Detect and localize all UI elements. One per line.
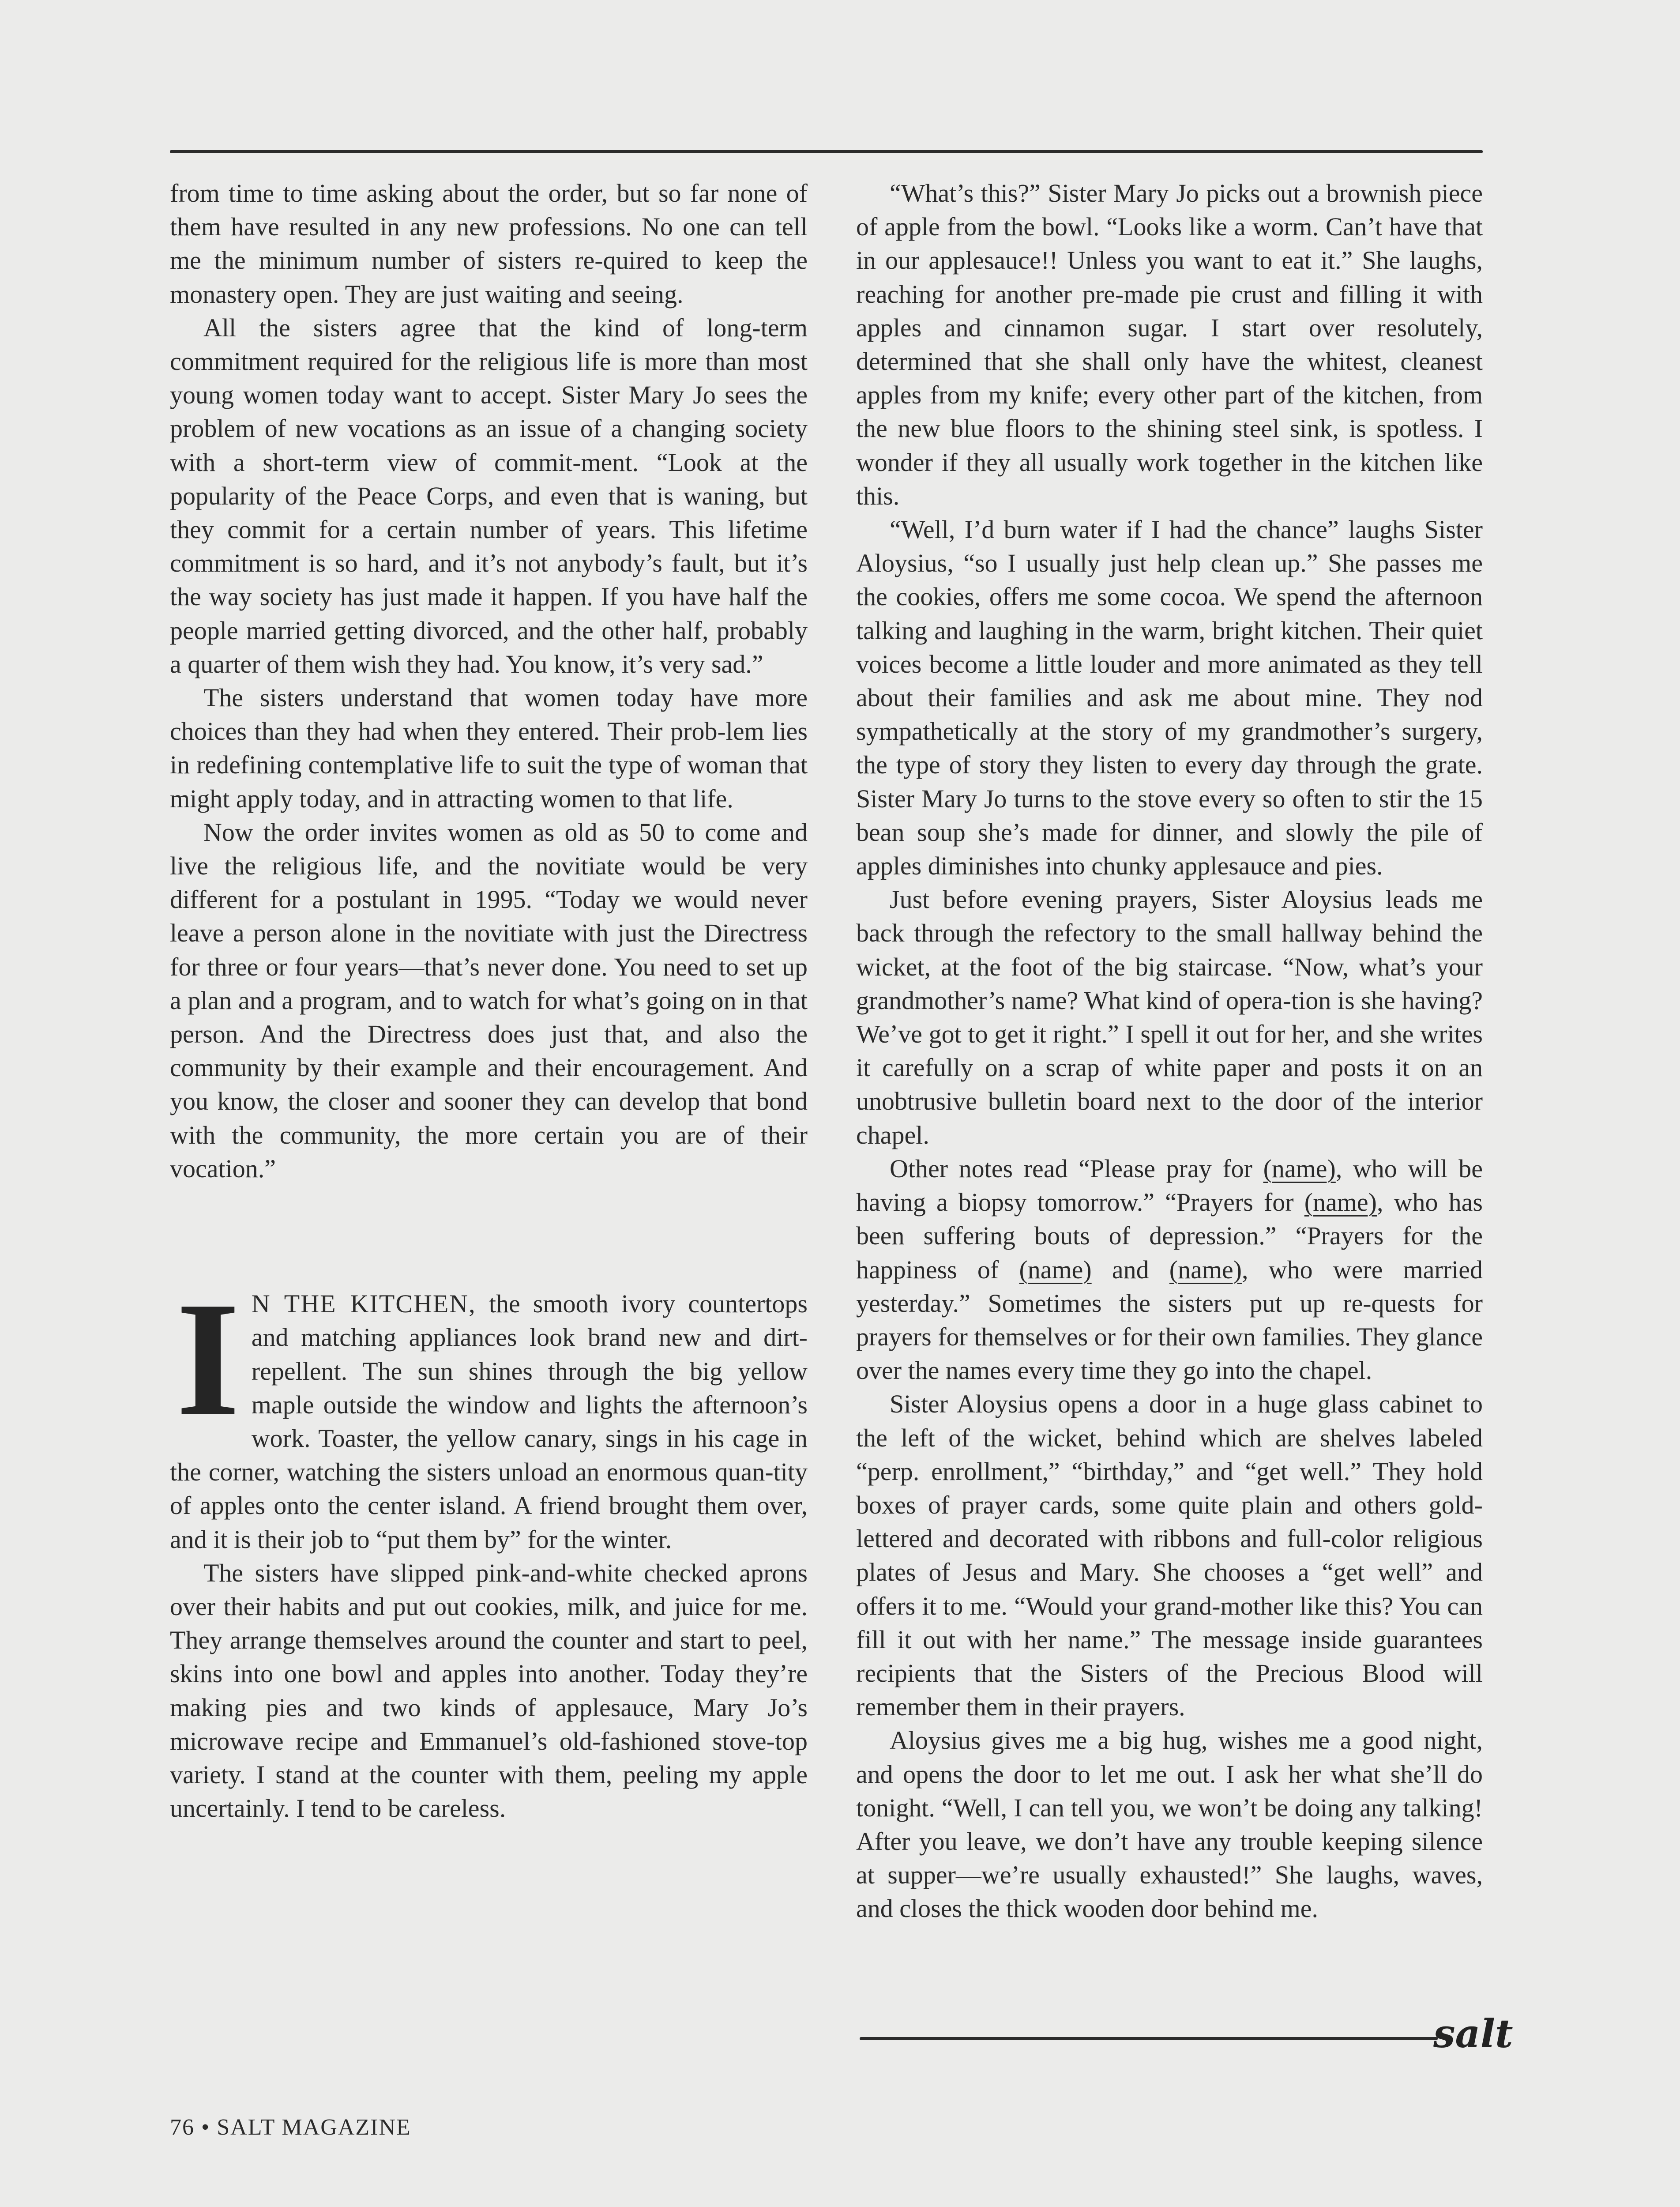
paragraph: Just before evening prayers, Sister Aloysius leads me back through the refectory to the small hallway behind the wicket, at the foot of the big staircase. “Now, what’s your grandmother’s name? What kind of opera-tion is she having? We’ve got to get it right.” I spell it out for her, and she writes it carefully on a scrap of white paper and posts it on an unobtrusive bulletin board next to the door of the interior chapel. [856,885,1483,1149]
paragraph: The sisters have slipped pink-and-white checked aprons over their habits and put out cookies, milk, and juice for me. They arrange themselves around the counter and start to peel, skins into one bowl and apples into another. Today they’re making pies and two kinds of applesauce, Mary Jo’s microwave recipe and Emmanuel’s old-fashioned stove-top variety. I stand at the counter with them, peeling my apple uncertainly. I tend to be careless. [170,1558,808,1823]
name-placeholder: (name) [1169,1255,1242,1284]
section-opening-paragraph [170,1269,808,1556]
publication-name: SALT MAGAZINE [217,2115,411,2140]
name-placeholder: (name) [1263,1154,1336,1183]
paragraph: All the sisters agree that the kind of long-term commitment required for the religious life is more than most young women today want to accept. Sister Mary Jo sees the problem of new vocations as an issue of a changing society with a short-term view of commit-ment. “Look at the popularity of the Peace Corps, and even that is waning, but they commit for a certain number of years. This lifetime commitment is so hard, and it’s not anybody’s fault, but it’s the way society has just made it happen. If you have half the people married getting divorced, and the other half, probably a quarter of them wish they had. You know, it’s very sad.” [170,313,808,678]
section-break [170,1186,808,1287]
name-placeholder: (name) [1019,1255,1092,1284]
paragraph: The sisters understand that women today have more choices than they had when they entered. Their prob-lem lies in redefining contemplative life to suit the type of woman that might apply today, and in attracting women to that life. [170,683,808,813]
text-run: , who has been suffering bouts of depression.” “Prayers for the happiness of [856,1188,1483,1284]
page-number: 76 [170,2115,195,2140]
name-placeholder: (name) [1304,1188,1377,1217]
paragraph: “What’s this?” Sister Mary Jo picks out a brownish piece of apple from the bowl. “Looks like a worm. Can’t have that in our applesauce!! Unless you want to eat it.” She laughs, reaching for another pre-made pie crust and filling it with apples and cinnamon sugar. I start over resolutely, determined that she shall only have the whitest, cleanest apples from my knife; every other part of the kitchen, from the new blue floors to the shining steel sink, is spotless. I wonder if they all usually work together in the kitchen like this. [856,179,1483,510]
text-run: , who will be having a biopsy tomorrow.” “Prayers for [856,1154,1483,1217]
end-rule [860,2037,1438,2040]
paragraph: Now the order invites women as old as 50 to come and live the religious life, and the novitiate would be very different for a postulant in 1995. “Today we would never leave a person alone in the novitiate with just the Directress for three or four years—that’s never done. You need to set up a plan and a program, and to watch for what’s going on in that person. And the Directress does just that, and also the community by their example and their encouragement. And you know, the closer and sooner they can develop that bond with the community, the more certain you are of their vocation.” [170,817,808,1183]
section-lead-in: N THE KITCHEN, [251,1289,476,1318]
top-rule [170,150,1483,153]
left-column [170,177,808,1825]
text-run: Other notes read “Please pray for [890,1154,1263,1183]
paragraph: “Well, I’d burn water if I had the chance” laughs Sister Aloysius, “so I usually just help clean up.” She passes me the cookies, offers me some cocoa. We spend the afternoon talking and laughing in the warm, bright kitchen. Their quiet voices become a little louder and more animated as they tell about their families and ask me about mine. They nod sympathetically at the story of my grandmother’s surgery, the type of story they listen to every day through the grate. Sister Mary Jo turns to the stove every so often to stir the 15 bean soup she’s made for dinner, and slowly the pile of apples diminishes into chunky applesauce and pies. [856,515,1483,881]
paragraph: Aloysius gives me a big hug, wishes me a good night, and opens the door to let me out. I ask her what she’ll do tonight. “Well, I can tell you, we won’t be doing any talking! After you leave, we don’t have any trouble keeping silence at supper—we’re usually exhausted!” She laughs, waves, and closes the thick wooden door behind me. [856,1726,1483,1923]
text-run: , who were married yesterday.” Sometimes the sisters put up re-quests for prayers for themselves or for their own families. They glance over the names every time they go into the chapel. [856,1255,1483,1385]
bullet-separator: • [201,2115,210,2140]
text-run: and [1091,1255,1169,1284]
prayer-notes-paragraph [856,1152,1483,1387]
paragraph: from time to time asking about the order, but so far none of them have resulted in any new professions. No one can tell me the minimum number of sisters re-quired to keep the monastery open. They are just waiting and seeing. [170,179,808,309]
section-opening-text: the smooth ivory countertops and matching appliances look brand new and dirt-repellent. The sun shines through the big yellow maple outside the window and lights the afternoon’s work. Toaster, the yellow canary, sings in his cage in the corner, watching the sisters unload an enormous quan-tity of apples onto the center island. A friend brought them over, and it is their job to “put them by” for the winter. [170,1289,808,1554]
end-of-article-mark [860,2011,1513,2056]
drop-cap: I [176,1269,240,1450]
page-footer [170,2114,411,2140]
salt-logo-mark: salt [1433,2011,1513,2056]
paragraph: Sister Aloysius opens a door in a huge glass cabinet to the left of the wicket, behind which are shelves labeled “perp. enrollment,” “birthday,” and “get well.” They hold boxes of prayer cards, some quite plain and others gold-lettered and decorated with ribbons and full-color religious plates of Jesus and Mary. She chooses a “get well” and offers it to me. “Would your grand-mother like this? You can fill it out with her name.” The message inside guarantees recipients that the Sisters of the Precious Blood will remember them in their prayers. [856,1390,1483,1721]
right-column [856,177,1483,1926]
